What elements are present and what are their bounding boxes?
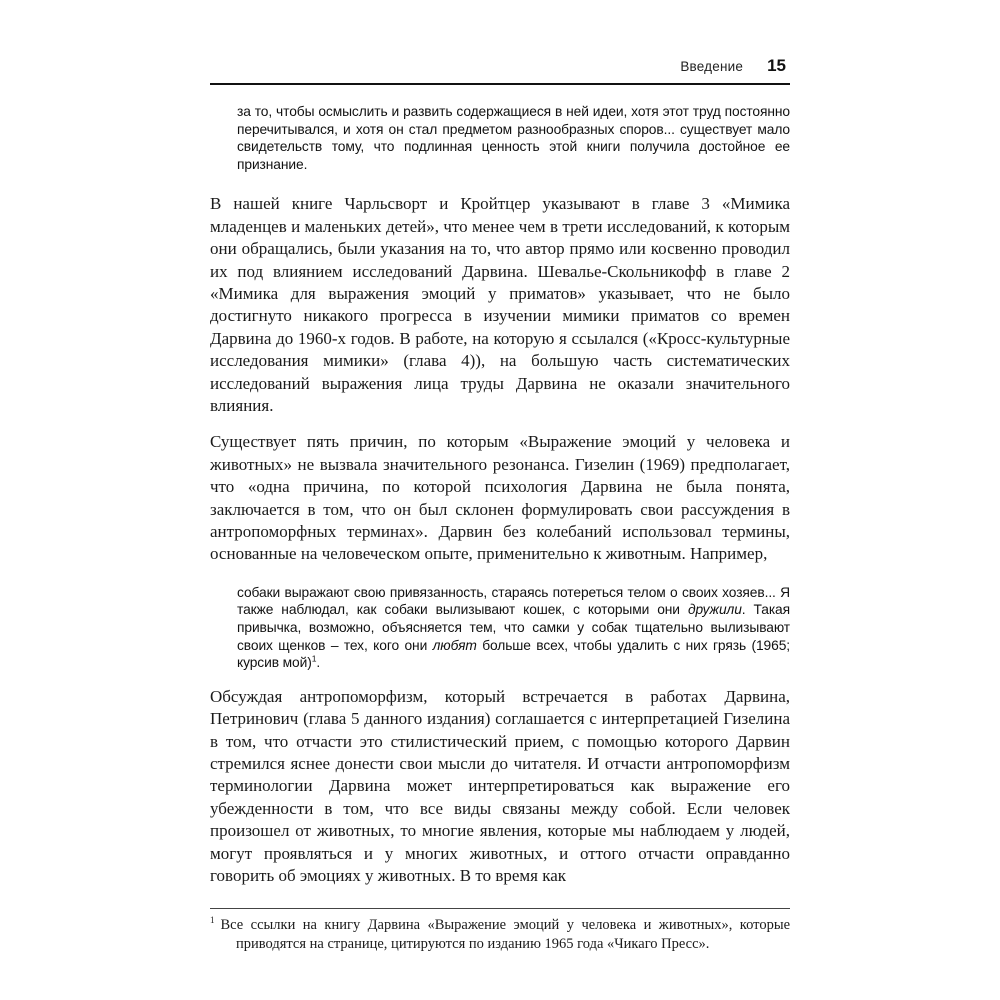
page-content (210, 56, 790, 955)
darwin-quote-italic-1: дружили (687, 602, 742, 618)
darwin-quote-italic-2: любят (432, 637, 477, 653)
opening-blockquote: за то, чтобы осмыслить и развить содержащиеся в ней идеи, хотя этот труд постоянно перечитывался, и хотя он стал предметом разнообразных споров... существует мало свидетельств тому, что подлинная ценность этой книги получила достойное ее признание. (237, 104, 790, 172)
running-head: Введение (680, 59, 744, 74)
darwin-quote-text: собаки выражают свою привязанность, стараясь потереться телом о своих хозяев... Я также наблюдал, как собаки вылизывают кошек, с которыми они (237, 584, 790, 618)
page-number: 15 (767, 56, 786, 75)
footnote-text: Все ссылки на книгу Дарвина «Выражение эмоций у человека и животных», которые приводятся на странице, цитируются по изданию 1965 года «Чикаго Пресс». (220, 916, 790, 952)
header-rule (210, 83, 790, 85)
footnote-marker: 1 (210, 914, 215, 925)
paragraph-3: Обсуждая антропоморфизм, который встречается в работах Дарвина, Петринович (глава 5 данного издания) соглашается с интерпретацией Гизелина в том, что отчасти это стилистический прием, с помощью которого Дарвин стремился яснее донести свои мысли до читателя. И отчасти антропоморфизм терминологии Дарвина может интерпретироваться как выражение его убежденности в том, что все виды связаны между собой. Если человек произошел от животных, то многие явления, которые мы наблюдаем у людей, могут проявляться и у многих животных, и оттого отчасти оправданно говорить об эмоциях у животных. В то время как (210, 686, 790, 886)
footnote-rule (210, 908, 790, 909)
darwin-quote-text-3: больше всех, чтобы удалить с них грязь (1965; курсив мой) (237, 637, 790, 671)
footnote-reference: 1 (311, 653, 317, 664)
paragraph-1: В нашей книге Чарльсворт и Кройтцер указывают в главе 3 «Мимика младенцев и маленьких детей», что менее чем в трети исследований, к которым они обращались, были указания на то, что автор прямо или косвенно проводил их под влиянием исследований Дарвина. Шевалье-Скольникофф в главе 2 «Мимика для выражения эмоций у приматов» указывает, что не было достигнуто никакого прогресса в изучении мимики приматов со времен Дарвина до 1960-х годов. В работе, на которую я ссылался («Кросс-культурные исследования мимики» (глава 4)), на большую часть систематических исследований выражения лица труды Дарвина не оказали значительного влияния. (210, 194, 790, 416)
darwin-quote-text-2: . Такая привычка, возможно, объясняется тем, что самки у собак тщательно вылизывают своих щенков – тех, кого они (237, 602, 791, 653)
footnote-block (210, 908, 790, 955)
footnote (210, 916, 790, 955)
darwin-blockquote (237, 584, 790, 672)
page-header (210, 56, 790, 76)
darwin-quote-text-4: . (316, 655, 321, 671)
paragraph-2: Существует пять причин, по которым «Выражение эмоций у человека и животных» не вызвала значительного резонанса. Гизелин (1969) предполагает, что «одна причина, по которой психология Дарвина не была понята, заключается в том, что он был склонен формулировать свои рассуждения в антропоморфных терминах». Дарвин без колебаний использовал термины, основанные на человеческом опыте, применительно к животным. Например, (210, 432, 790, 564)
